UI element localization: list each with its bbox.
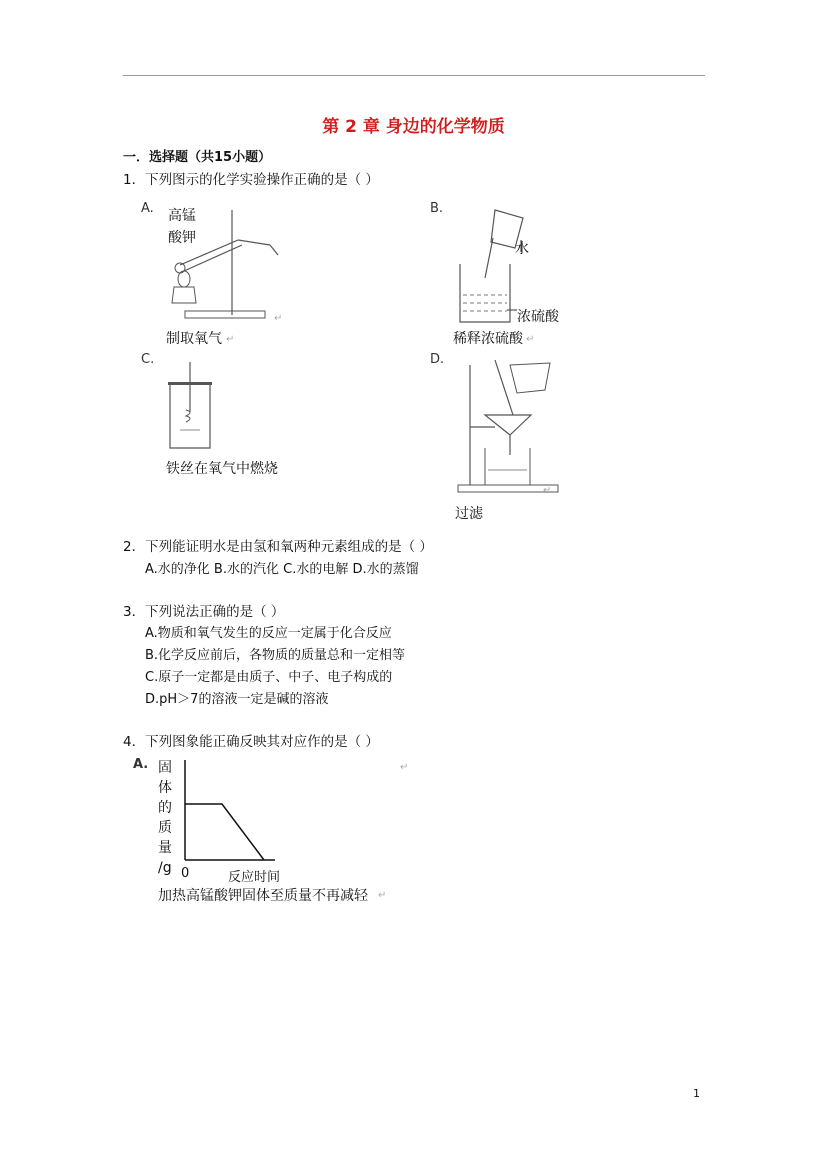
q4-option-a-letter: A.	[133, 757, 149, 772]
graph-curve	[185, 804, 264, 860]
question-2-stem: 2．下列能证明水是由氢和氧两种元素组成的是（ ）	[123, 539, 433, 555]
q4-graph-origin: 0	[181, 866, 190, 881]
ylabel-char: 的	[158, 800, 172, 816]
ylabel-char: 固	[158, 760, 172, 776]
header-rule	[123, 75, 705, 76]
q1-option-a-letter: A.	[141, 201, 154, 216]
oxygen-apparatus-figure	[160, 205, 290, 325]
section-heading: 一．选择题（共15小题）	[123, 150, 272, 165]
ylabel-char: 体	[158, 780, 172, 796]
q4-graph-ylabel	[158, 758, 178, 878]
question-1-stem: 1．下列图示的化学实验操作正确的是（ ）	[123, 172, 379, 188]
q4-graph-xlabel: 反应时间	[228, 870, 281, 885]
q1-a-caption: 制取氧气	[166, 331, 222, 347]
q1-option-d-letter: D.	[430, 352, 445, 367]
q1-option-b-letter: B.	[430, 201, 444, 216]
question-4-stem: 4．下列图象能正确反映其对应作的是（ ）	[123, 734, 379, 750]
question-3-stem: 3．下列说法正确的是（ ）	[123, 604, 285, 620]
paragraph-mark: ↵	[526, 334, 535, 345]
question-3-option-c: C.原子一定都是由质子、中子、电子构成的	[145, 670, 393, 685]
paragraph-mark: ↵	[226, 334, 235, 345]
q1-a-label-bottom: 酸钾	[168, 230, 196, 246]
chapter-title: 第 2 章 身边的化学物质	[322, 117, 505, 137]
ylabel-char: /g	[158, 860, 172, 876]
question-2-options: A.水的净化 B.水的汽化 C.水的电解 D.水的蒸馏	[145, 562, 419, 577]
q1-option-c-letter: C.	[141, 352, 155, 367]
mass-time-graph	[180, 760, 280, 870]
question-3-option-d: D.pH＞7的溶液一定是碱的溶液	[145, 692, 329, 707]
q4-graph-caption: 加热高锰酸钾固体至质量不再减轻	[158, 888, 368, 904]
paragraph-mark: ↵	[274, 313, 283, 324]
dilution-figure	[455, 200, 525, 330]
page-number: 1	[693, 1087, 700, 1100]
paragraph-mark: ↵	[400, 762, 409, 773]
q1-c-caption: 铁丝在氧气中燃烧	[166, 461, 278, 477]
q1-b-caption: 稀释浓硫酸	[453, 331, 523, 347]
paragraph-mark: ↵	[543, 485, 552, 496]
q1-d-caption: 过滤	[455, 506, 483, 522]
paragraph-mark: ↵	[378, 890, 387, 901]
q1-a-label-top: 高锰	[168, 208, 196, 224]
question-3-option-a: A.物质和氧气发生的反应一定属于化合反应	[145, 626, 392, 641]
q1-b-acid-label: 浓硫酸	[517, 309, 559, 325]
q1-b-water-label: 水	[515, 241, 529, 257]
ylabel-char: 质	[158, 820, 172, 836]
iron-burning-figure	[160, 360, 220, 455]
filtration-figure	[455, 355, 565, 495]
ylabel-char: 量	[158, 840, 172, 856]
question-3-option-b: B.化学反应前后，各物质的质量总和一定相等	[145, 648, 406, 663]
